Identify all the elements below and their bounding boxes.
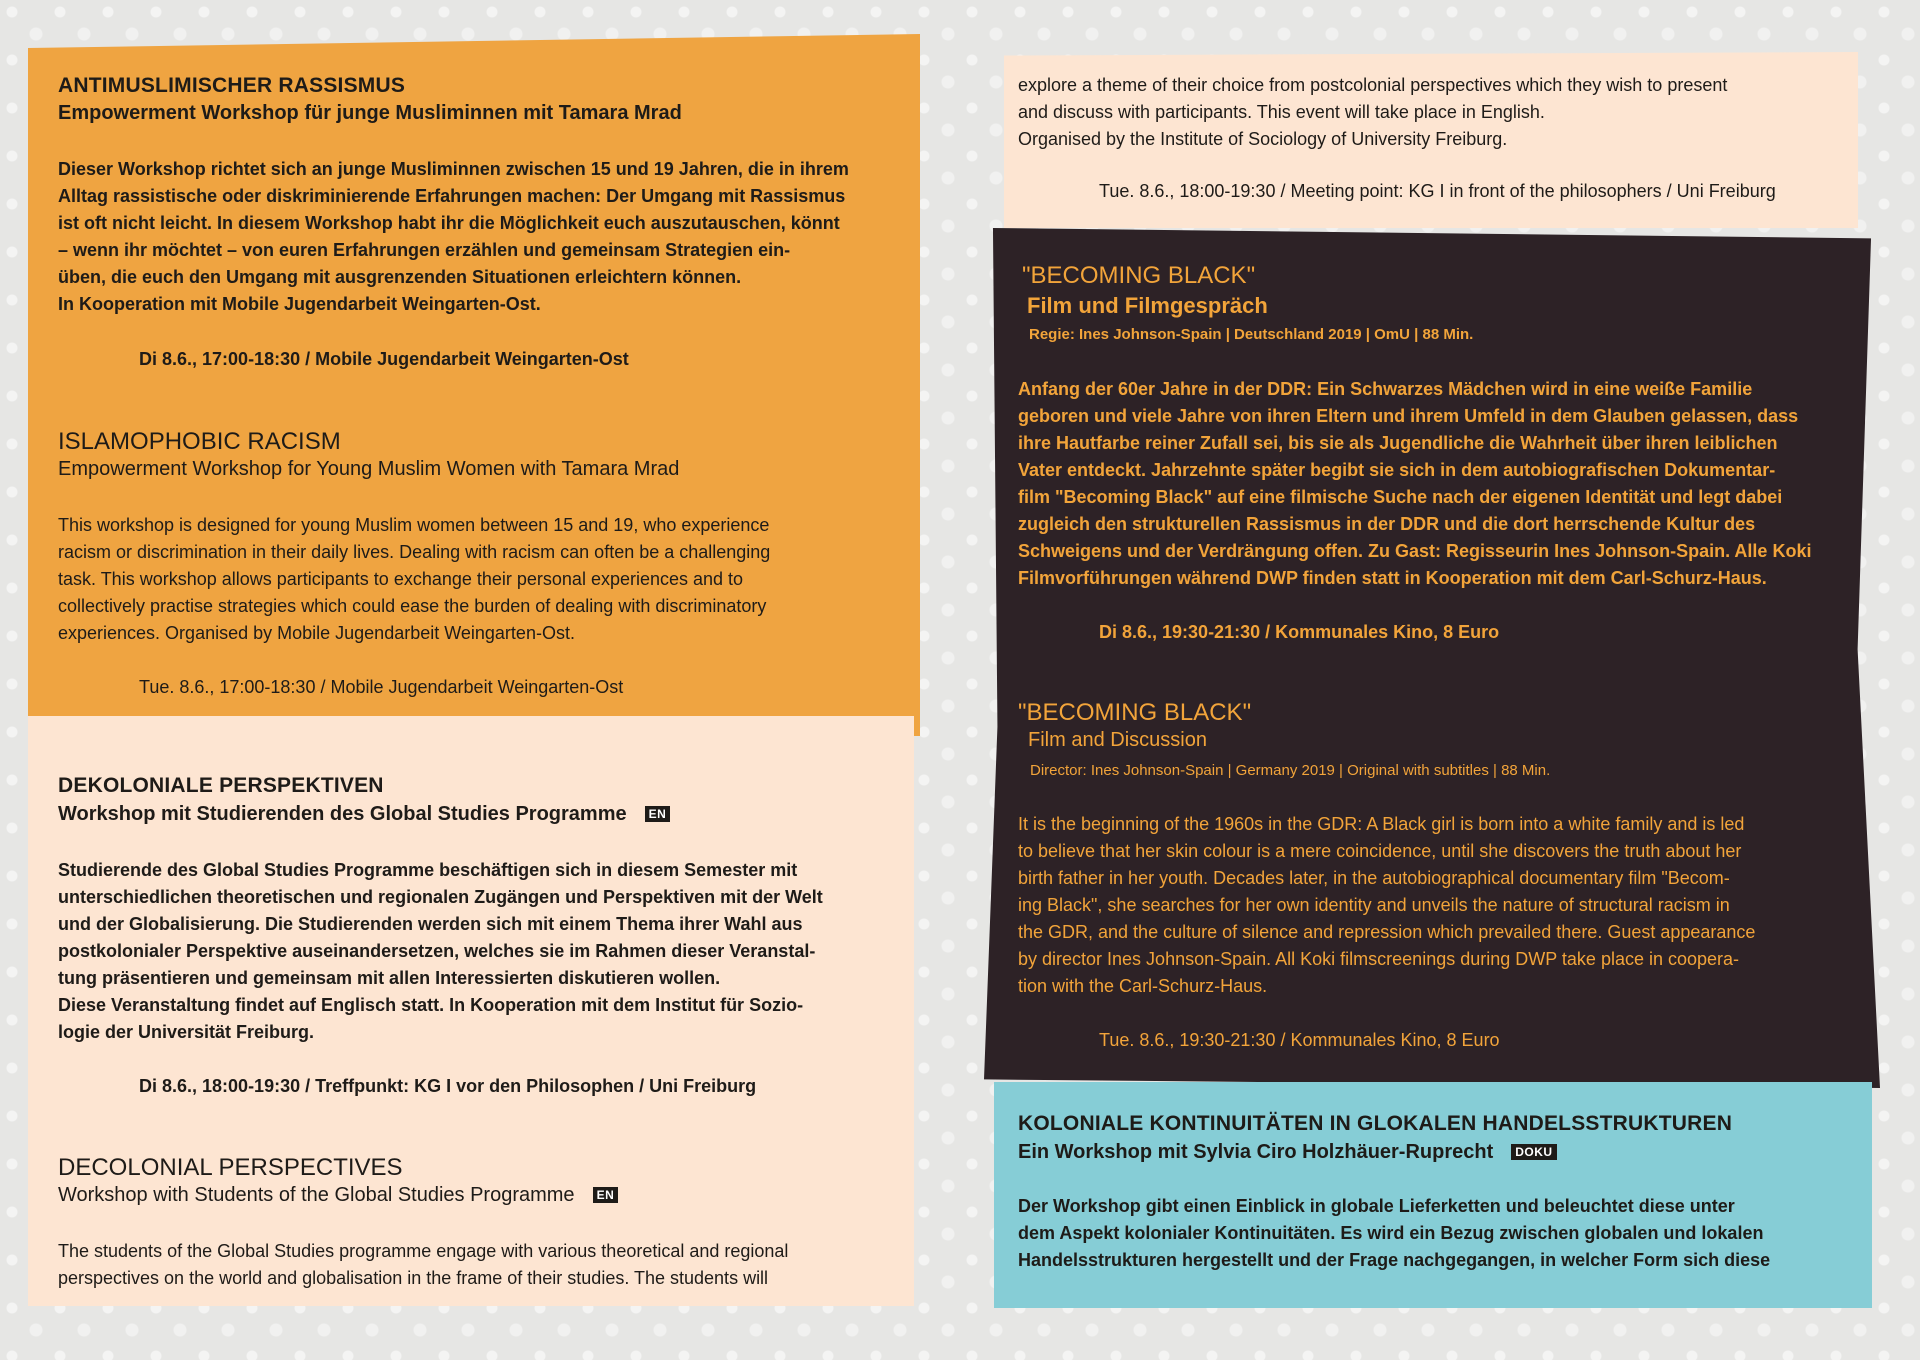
- event2-de-subtitle: Workshop mit Studierenden des Global Studies Programme: [58, 803, 627, 825]
- event3-de-credits: Regie: Ines Johnson-Spain | Deutschland 2019 | OmU | 88 Min.: [1029, 326, 1474, 343]
- event3-en-body: [1018, 811, 1755, 1000]
- event2-en-body-continued: [1018, 72, 1727, 153]
- event2-de-title: DEKOLONIALE PERSPEKTIVEN: [58, 774, 384, 797]
- text-line: postkolonialer Perspektive auseinandersetzen, welches sie im Rahmen dieser Veranstal-: [58, 941, 816, 961]
- text-line: It is the beginning of the 1960s in the GDR: A Black girl is born into a white family and is led: [1018, 814, 1745, 834]
- event1-en-date: Tue. 8.6., 17:00-18:30 / Mobile Jugendarbeit Weingarten-Ost: [139, 677, 624, 697]
- text-line: Anfang der 60er Jahre in der DDR: Ein Schwarzes Mädchen wird in eine weiße Familie: [1018, 379, 1753, 399]
- event3-en-title: "BECOMING BLACK": [1018, 699, 1252, 726]
- event2-de-date: Di 8.6., 18:00-19:30 / Treffpunkt: KG I vor den Philosophen / Uni Freiburg: [139, 1076, 757, 1096]
- text-line: Handelsstrukturen hergestellt und der Frage nachgegangen, in welcher Form sich diese: [1018, 1250, 1771, 1270]
- language-badge: EN: [645, 806, 671, 822]
- event1-de-date: Di 8.6., 17:00-18:30 / Mobile Jugendarbeit Weingarten-Ost: [139, 349, 629, 369]
- event1-en-title: ISLAMOPHOBIC RACISM: [58, 428, 341, 455]
- text-line: perspectives on the world and globalisation in the frame of their studies. The students will: [58, 1268, 769, 1288]
- text-line: geboren und viele Jahre von ihren Eltern und ihrem Umfeld in dem Glauben gelassen, dass: [1018, 406, 1799, 426]
- text-line: Dieser Workshop richtet sich an junge Musliminnen zwischen 15 und 19 Jahren, die in ihrem: [58, 159, 849, 179]
- text-line: tion with the Carl-Schurz-Haus.: [1018, 976, 1268, 996]
- text-line: experiences. Organised by Mobile Jugendarbeit Weingarten-Ost.: [58, 623, 575, 643]
- text-line: ist oft nicht leicht. In diesem Workshop habt ihr die Möglichkeit euch auszutauschen, könnt: [58, 213, 840, 233]
- event1-de-body: [58, 156, 849, 318]
- event1-en-subtitle: Empowerment Workshop for Young Muslim Women with Tamara Mrad: [58, 458, 680, 480]
- event3-en-date: Tue. 8.6., 19:30-21:30 / Kommunales Kino, 8 Euro: [1099, 1030, 1500, 1050]
- text-line: Der Workshop gibt einen Einblick in globale Lieferketten und beleuchtet diese unter: [1018, 1196, 1735, 1216]
- event2-de-body: [58, 857, 823, 1046]
- text-line: dem Aspekt kolonialer Kontinuitäten. Es wird ein Bezug zwischen globalen und lokalen: [1018, 1223, 1764, 1243]
- text-line: explore a theme of their choice from postcolonial perspectives which they wish to present: [1018, 75, 1728, 95]
- event2-en-title: DECOLONIAL PERSPECTIVES: [58, 1154, 403, 1181]
- event3-de-title: "BECOMING BLACK": [1022, 262, 1256, 289]
- text-line: by director Ines Johnson-Spain. All Koki filmscreenings during DWP take place in coopera-: [1018, 949, 1740, 969]
- text-line: birth father in her youth. Decades later, in the autobiographical documentary film "Becom-: [1018, 868, 1730, 888]
- event4-de-body: [1018, 1193, 1770, 1274]
- event3-de-subtitle: Film und Filmgespräch: [1027, 293, 1268, 318]
- language-badge: EN: [593, 1187, 619, 1203]
- text-line: This workshop is designed for young Muslim women between 15 and 19, who experience: [58, 515, 770, 535]
- text-line: Organised by the Institute of Sociology of University Freiburg.: [1018, 129, 1508, 149]
- event1-en-body: [58, 512, 770, 647]
- text-line: logie der Universität Freiburg.: [58, 1022, 315, 1042]
- event3-de-date: Di 8.6., 19:30-21:30 / Kommunales Kino, 8 Euro: [1099, 622, 1500, 642]
- text-line: ihre Hautfarbe reiner Zufall sei, bis sie als Jugendliche die Wahrheit über ihren leiblichen: [1018, 433, 1778, 453]
- event2-de-subtitle-row: [58, 803, 670, 826]
- text-line: task. This workshop allows participants to exchange their personal experiences and to: [58, 569, 744, 589]
- text-line: collectively practise strategies which could ease the burden of dealing with discriminatory: [58, 596, 767, 616]
- text-line: Vater entdeckt. Jahrzehnte später begibt sie sich in dem autobiografischen Dokumentar-: [1018, 460, 1776, 480]
- text-line: üben, die euch den Umgang mit ausgrenzenden Situationen erleichtern können.: [58, 267, 742, 287]
- text-line: The students of the Global Studies programme engage with various theoretical and regional: [58, 1241, 789, 1261]
- text-line: film "Becoming Black" auf eine filmische Suche nach der eigenen Identität und legt dabei: [1018, 487, 1783, 507]
- text-line: racism or discrimination in their daily lives. Dealing with racism can often be a challenging: [58, 542, 771, 562]
- event4-de-title: KOLONIALE KONTINUITÄTEN IN GLOKALEN HANDELSSTRUKTUREN: [1018, 1112, 1733, 1135]
- event1-de-subtitle: Empowerment Workshop für junge Musliminnen mit Tamara Mrad: [58, 102, 682, 124]
- text-line: the GDR, and the culture of silence and repression which prevailed there. Guest appearance: [1018, 922, 1756, 942]
- text-line: zugleich den strukturellen Rassismus in der DDR und die dort herrschende Kultur des: [1018, 514, 1756, 534]
- text-line: Alltag rassistische oder diskriminierende Erfahrungen machen: Der Umgang mit Rassismus: [58, 186, 846, 206]
- text-line: und der Globalisierung. Die Studierenden werden sich mit einem Thema ihrer Wahl aus: [58, 914, 803, 934]
- event3-en-subtitle: Film and Discussion: [1028, 729, 1207, 751]
- event3-de-body: [1018, 376, 1811, 592]
- text-line: to believe that her skin colour is a mere coincidence, until she discovers the truth about her: [1018, 841, 1742, 861]
- event2-en-body: [58, 1238, 788, 1292]
- text-line: and discuss with participants. This event will take place in English.: [1018, 102, 1545, 122]
- text-line: Filmvorführungen während DWP finden statt in Kooperation mit dem Carl-Schurz-Haus.: [1018, 568, 1767, 588]
- event2-en-date: Tue. 8.6., 18:00-19:30 / Meeting point: KG I in front of the philosophers / Uni Freiburg: [1099, 181, 1776, 201]
- event1-de-title: ANTIMUSLIMISCHER RASSISMUS: [58, 74, 406, 97]
- text-line: ing Black", she searches for her own identity and unveils the nature of structural racism in: [1018, 895, 1730, 915]
- event2-en-subtitle-row: [58, 1184, 618, 1207]
- event3-en-credits: Director: Ines Johnson-Spain | Germany 2019 | Original with subtitles | 88 Min.: [1030, 762, 1551, 779]
- text-line: tung präsentieren und gemeinsam mit allen Interessierten diskutieren wollen.: [58, 968, 721, 988]
- documentation-badge: DOKU: [1511, 1144, 1556, 1160]
- text-line: unterschiedlichen theoretischen und regionalen Zugängen und Perspektiven mit der Welt: [58, 887, 823, 907]
- event4-de-subtitle-row: [1018, 1141, 1557, 1164]
- event4-de-subtitle: Ein Workshop mit Sylvia Ciro Holzhäuer-Ruprecht: [1018, 1141, 1494, 1163]
- text-line: Diese Veranstaltung findet auf Englisch statt. In Kooperation mit dem Institut für Sozio-: [58, 995, 804, 1015]
- event2-en-subtitle: Workshop with Students of the Global Studies Programme: [58, 1184, 575, 1206]
- text-line: – wenn ihr möchtet – von euren Erfahrungen erzählen und gemeinsam Strategien ein-: [58, 240, 791, 260]
- text-line: In Kooperation mit Mobile Jugendarbeit Weingarten-Ost.: [58, 294, 541, 314]
- text-line: Studierende des Global Studies Programme beschäftigen sich in diesem Semester mit: [58, 860, 798, 880]
- text-line: Schweigens und der Verdrängung offen. Zu Gast: Regisseurin Ines Johnson-Spain. Alle Koki: [1018, 541, 1812, 561]
